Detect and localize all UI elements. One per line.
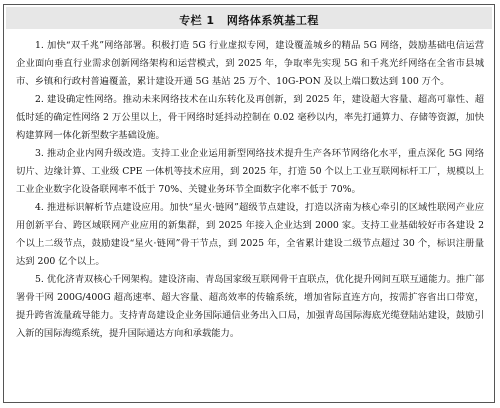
paragraph-gigabit-network: 1. 加快“双千兆”网络部署。积极打造 5G 行业虚拟专网，建设覆盖城乡的精品 5G 网络，鼓励基础电信运营企业面向垂直行业需求创新网络架构和运营模式，到 2025 年，争取率先实现 5G 和千兆光纤网络在全省市县城市、乡镇和行政村普遍覆盖，累计建设开通 5G 基站 25 万个、10G-PON 及以上端口数达到 100 万个。 bbox=[16, 40, 484, 87]
paragraph-deterministic-network: 2. 建设确定性网络。推动未来网络技术在山东转化及再创新，到 2025 年，建设超大容量、超高可靠性、超低时延的确定性网络 2 万公里以上，骨干网络时延抖动控制在 0.02 毫秒以内，率先打通算力、存储等资源，加快构建算网一体化新型数字基础设施。 bbox=[16, 94, 484, 141]
column-box bbox=[3, 4, 495, 403]
paragraph-enterprise-intranet: 3. 推动企业内网升级改造。支持工业企业运用新型网络技术提升生产各环节网络化水平，重点深化 5G 网络切片、边缘计算、工业级 CPE 一体机等技术应用，到 2025 年，打造 50 个以上工业互联网标杆工厂，规模以上工业企业数字化设备联网率不低于 70%、关键业务环节全面数字化率不低于 70%。 bbox=[16, 148, 484, 195]
column-heading: 网络体系筑基工程 bbox=[226, 14, 319, 27]
paragraph-backbone-architecture: 5. 优化济青双核心千网架构。建设济南、青岛国家级互联网骨干直联点，优化提升网间互联互通能力。推广部署骨干网 200G/400G 超高速率、超大容量、超高效率的传输系统，增加省际直连方向，按需扩容省出口带宽，提升跨省流量疏导能力。支持青岛建设企业务国际通信业务出入口局，加强青岛国际海底光缆登陆站建设，鼓励引入新的国际海缆系统，提升国际通达方向和承载能力。 bbox=[16, 274, 484, 339]
paragraph-identifier-resolution: 4. 推进标识解析节点建设应用。加快“星火·链网”超级节点建设，打造以济南为核心牵引的区域性联网产业应用创新平台、跨区域联网产业应用的新集群，到 2025 年接入企业达到 2000 家。支持工业基础较好市各建设 2 个以上二级节点，鼓励建设“星火·链网”骨干节点，到 2025 年，全省累计建设二级节点超过 30 个，标识注册量达到 200 亿个以上。 bbox=[16, 202, 484, 267]
column-label: 专栏 1 bbox=[179, 14, 215, 27]
column-header bbox=[6, 7, 492, 29]
column-body bbox=[16, 37, 484, 343]
column-title bbox=[6, 12, 492, 28]
